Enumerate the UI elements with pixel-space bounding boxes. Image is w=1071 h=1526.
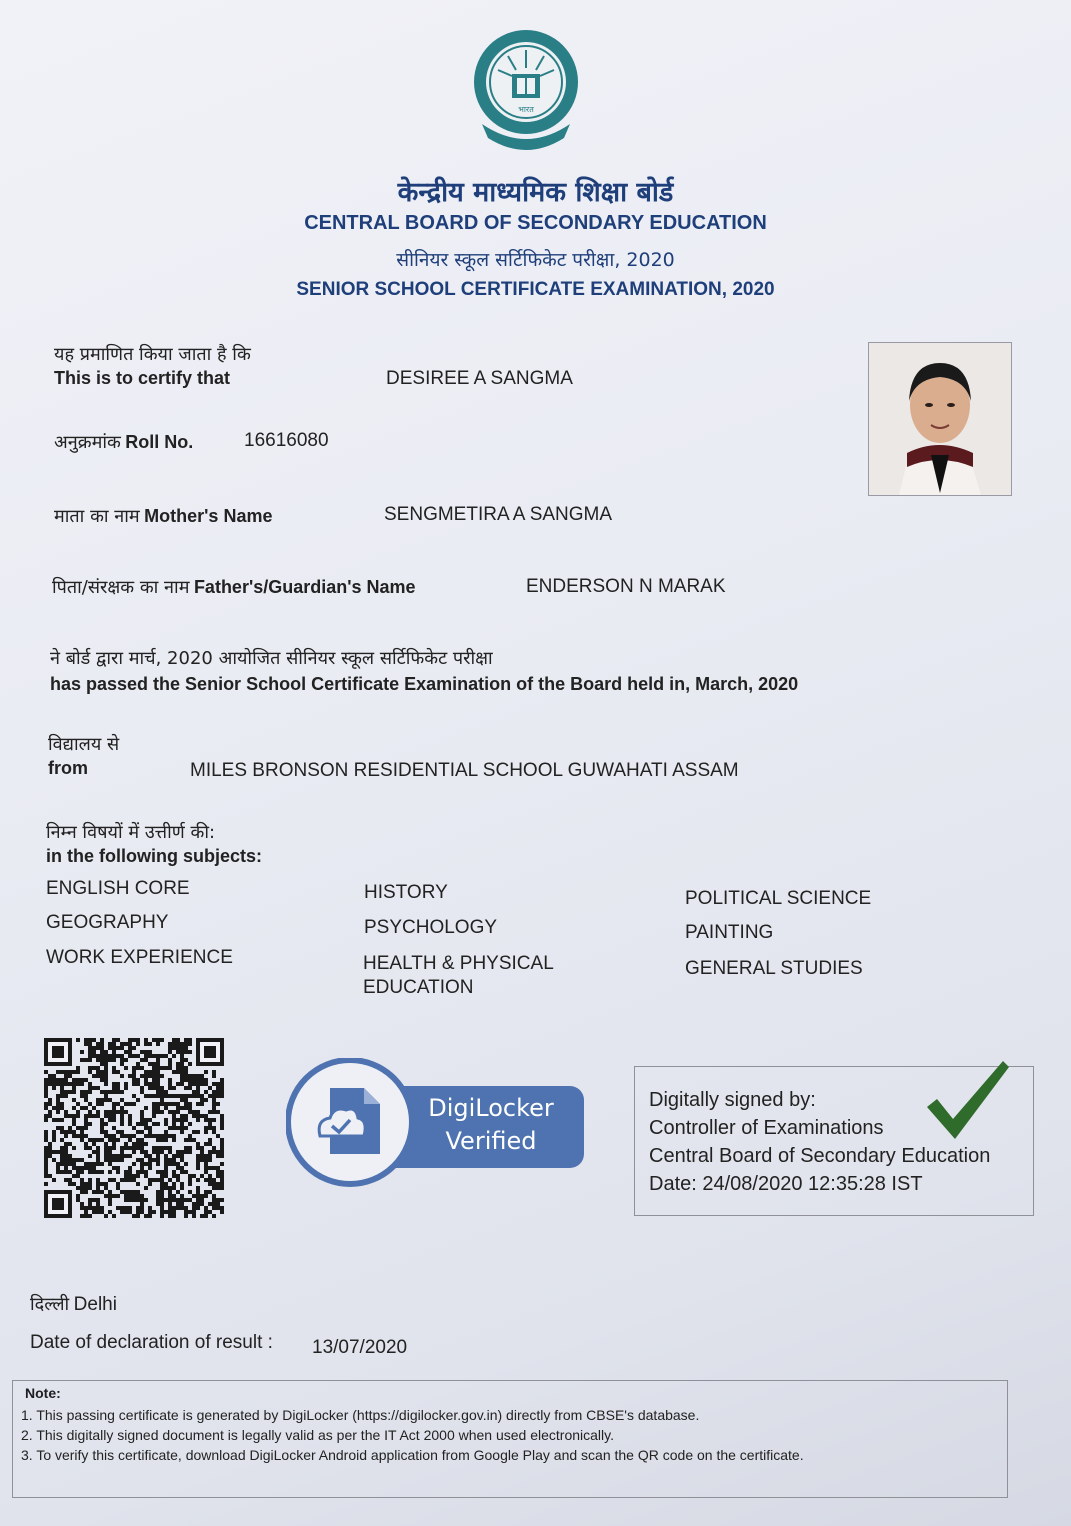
roll-label: Roll No.	[125, 432, 194, 452]
declaration-label: Date of declaration of result :	[30, 1332, 273, 1353]
note-item: 2. This digitally signed document is legally valid as per the IT Act 2000 when used electronically.	[21, 1427, 614, 1443]
qr-finder-pattern	[196, 1038, 224, 1066]
passed-text: has passed the Senior School Certificate Examination of the Board held in, March, 2020	[50, 674, 799, 694]
passed-text-hindi: ने बोर्ड द्वारा मार्च, 2020 आयोजित सीनियर स्कूल सर्टिफिकेट परीक्षा	[50, 648, 493, 669]
signer-title: Controller of Examinations	[649, 1117, 884, 1139]
candidate-name: DESIREE A SANGMA	[386, 368, 573, 389]
subjects-label-hindi: निम्न विषयों में उत्तीर्ण की:	[46, 822, 216, 843]
subject-item: GENERAL STUDIES	[685, 958, 863, 979]
digilocker-verified-badge	[286, 1058, 586, 1188]
place-row	[30, 1292, 117, 1316]
qr-code[interactable]	[44, 1038, 224, 1218]
signed-by-label: Digitally signed by:	[649, 1089, 816, 1111]
cbse-logo	[468, 28, 584, 152]
subject-item: WORK EXPERIENCE	[46, 947, 233, 968]
roll-row	[54, 430, 193, 454]
qr-finder-pattern	[44, 1038, 72, 1066]
certify-label: This is to certify that	[54, 368, 231, 388]
father-row	[52, 575, 416, 599]
subject-item: PAINTING	[685, 922, 774, 943]
mother-label: Mother's Name	[144, 506, 273, 526]
digital-signature-box	[634, 1066, 1034, 1216]
subject-item: HISTORY	[364, 882, 448, 903]
roll-number: 16616080	[244, 430, 329, 451]
note-item: 1. This passing certificate is generated by DigiLocker (https://digilocker.gov.in) directly from CBSE's database.	[21, 1407, 700, 1423]
father-label-hindi: पिता/संरक्षक का नाम	[52, 577, 190, 598]
subject-item: EDUCATION	[363, 977, 474, 998]
declaration-date: 13/07/2020	[312, 1337, 408, 1358]
signature-date: Date: 24/08/2020 12:35:28 IST	[649, 1173, 923, 1195]
subjects-label: in the following subjects:	[46, 846, 262, 866]
place-hindi: दिल्ली	[30, 1294, 70, 1315]
mother-label-hindi: माता का नाम	[54, 506, 140, 527]
subject-item: POLITICAL SCIENCE	[685, 888, 872, 909]
note-item: 3. To verify this certificate, download DigiLocker Android application from Google Play and scan the QR code on the certificate.	[21, 1447, 804, 1463]
board-name-hindi: केन्द्रीय माध्यमिक शिक्षा बोर्ड	[397, 177, 674, 208]
qr-finder-pattern	[44, 1190, 72, 1218]
subject-item: PSYCHOLOGY	[364, 917, 498, 938]
svg-text:भारत: भारत	[518, 105, 534, 114]
school-label-hindi: विद्यालय से	[48, 734, 120, 755]
place-english: Delhi	[73, 1294, 117, 1315]
candidate-photo	[868, 342, 1012, 496]
verified-label: Verified	[445, 1127, 537, 1155]
digilocker-label: DigiLocker	[428, 1094, 554, 1122]
school-label: from	[48, 758, 88, 778]
certify-label-hindi: यह प्रमाणित किया जाता है कि	[54, 344, 251, 365]
subject-item: HEALTH & PHYSICAL	[363, 953, 554, 974]
roll-label-hindi: अनुक्रमांक	[54, 432, 121, 453]
signer-organisation: Central Board of Secondary Education	[649, 1145, 991, 1167]
note-title: Note:	[25, 1385, 61, 1401]
school-name: MILES BRONSON RESIDENTIAL SCHOOL GUWAHATI ASSAM	[190, 760, 739, 781]
mother-row	[54, 504, 272, 528]
note-box	[12, 1380, 1008, 1498]
father-label: Father's/Guardian's Name	[193, 577, 416, 597]
subject-item: ENGLISH CORE	[46, 878, 190, 899]
subject-item: GEOGRAPHY	[46, 912, 169, 933]
exam-name-english: SENIOR SCHOOL CERTIFICATE EXAMINATION, 2020	[296, 279, 775, 300]
exam-name-hindi: सीनियर स्कूल सर्टिफिकेट परीक्षा, 2020	[396, 249, 675, 271]
mother-name: SENGMETIRA A SANGMA	[384, 504, 613, 525]
checkmark-icon	[923, 1057, 1013, 1147]
board-name-english: CENTRAL BOARD OF SECONDARY EDUCATION	[304, 212, 767, 234]
father-name: ENDERSON N MARAK	[526, 576, 726, 597]
